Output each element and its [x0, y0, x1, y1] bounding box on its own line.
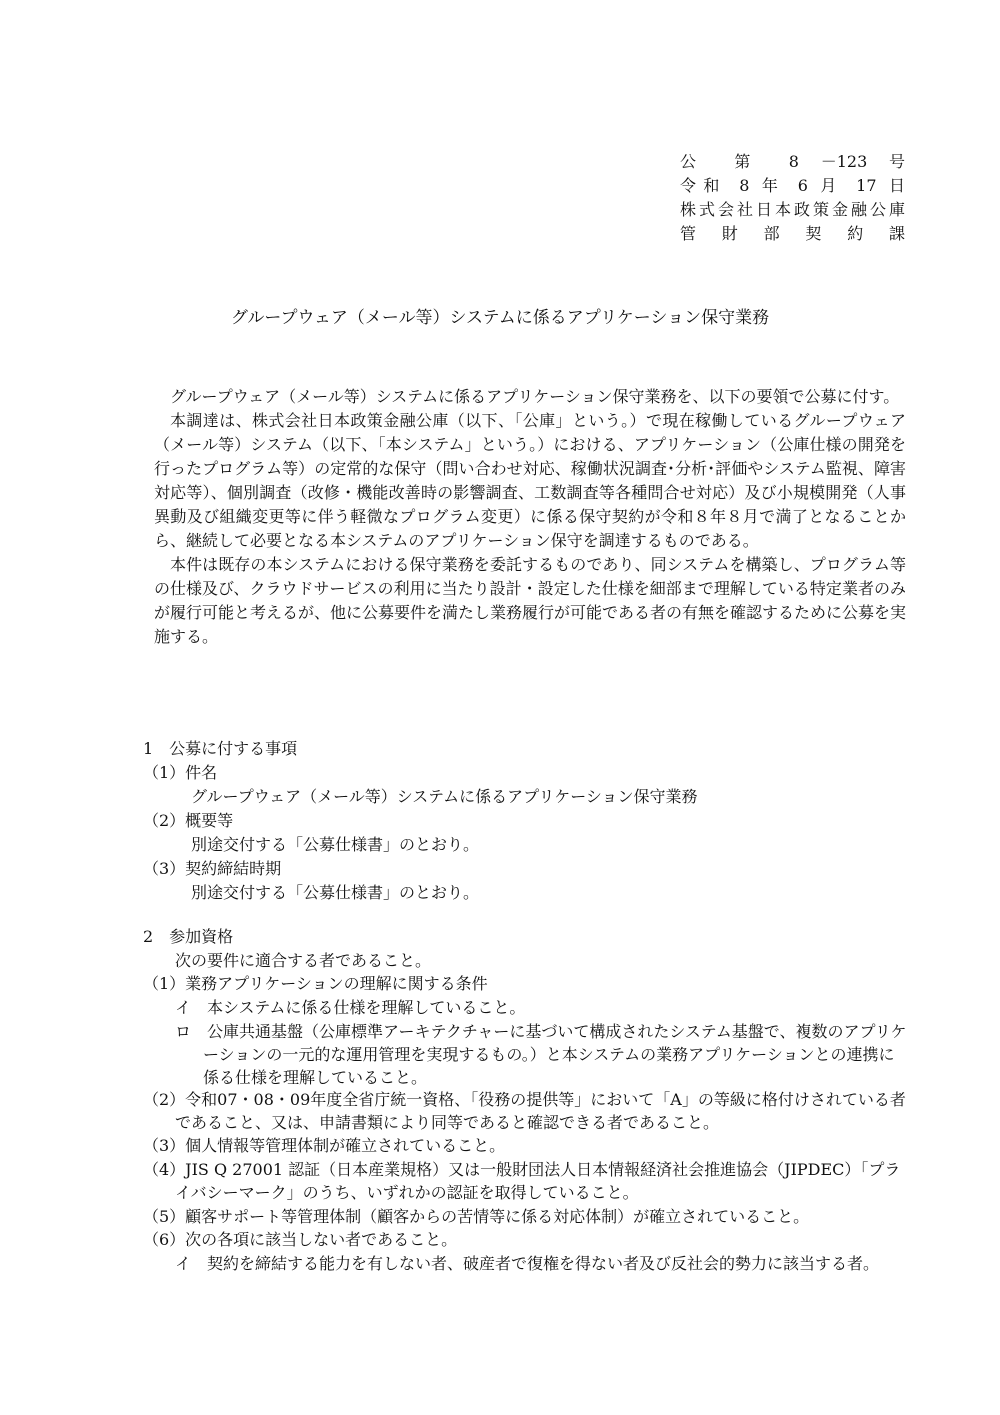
- requirement-1-item: イ 本システムに係る仕様を理解していること。: [175, 998, 526, 1017]
- section1-heading: 1 公募に付する事項: [143, 739, 298, 758]
- requirement-5: （5）顧客サポート等管理体制（顧客からの苦情等に係る対応体制）が確立されていること。: [143, 1207, 810, 1226]
- requirement-6: （6）次の各項に該当しない者であること。: [143, 1230, 458, 1249]
- section2-lead: 次の要件に適合する者であること。: [175, 951, 432, 970]
- intro-paragraph: 本件は既存の本システムにおける保守業務を委託するものであり、同システムを構築し、プログラム等の仕様及び、クラウドサービスの利用に当たり設計・設定した仕様を細部まで理解している特定業者のみが履行可能と考えるが、他に公募要件を満たし業務履行が可能である者の有無を確認するために公募を実施する。: [154, 555, 907, 646]
- requirement-4: （4）JIS Q 27001 認証（日本産業規格）又は一般財団法人日本情報経済社会推進協会（JIPDEC）「プライバシーマーク」のうち、いずれかの認証を取得していること。: [143, 1160, 901, 1202]
- section1-item-label: （2）概要等: [143, 811, 234, 830]
- section1-item-body: グループウェア（メール等）システムに係るアプリケーション保守業務: [191, 787, 698, 806]
- intro-paragraph: グループウェア（メール等）システムに係るアプリケーション保守業務を、以下の要領で公募に付す。: [170, 387, 900, 406]
- issuer-block: [680, 150, 905, 246]
- section1-item-body: 別途交付する「公募仕様書」のとおり。: [191, 883, 480, 902]
- requirement-3: （3）個人情報等管理体制が確立されていること。: [143, 1136, 506, 1155]
- requirement-1-item: ロ 公庫共通基盤（公庫標準アーキテクチャーに基づいて構成されたシステム基盤で、複数のアプリケーションの一元的な運用管理を実現するもの。）と本システムの業務アプリケーションとの連携に係る仕様を理解していること。: [175, 1022, 907, 1087]
- issue-date: 令和 8 年 6 月 17 日: [680, 176, 905, 195]
- requirement-1: （1）業務アプリケーションの理解に関する条件: [143, 974, 488, 993]
- requirement-2: （2）令和07・08・09年度全省庁統一資格、「役務の提供等」において「A」の等級に格付けされている者であること、又は、申請書類により同等であると確認できる者であること。: [143, 1090, 906, 1132]
- section1-item-label: （3）契約締結時期: [143, 859, 282, 878]
- issuer-department: 管 財 部 契 約 課: [680, 224, 905, 243]
- intro-text: [154, 385, 906, 649]
- issue-number: 公 第 8 －123 号: [680, 152, 905, 171]
- section2-heading: 2 参加資格: [143, 927, 234, 946]
- section1-item-body: 別途交付する「公募仕様書」のとおり。: [191, 835, 480, 854]
- issuer-organization: 株式会社日本政策金融公庫: [680, 200, 905, 219]
- document-title: グループウェア（メール等）システムに係るアプリケーション保守業務: [230, 308, 770, 328]
- intro-paragraph: 本調達は、株式会社日本政策金融公庫（以下、「公庫」という。）で現在稼働しているグループウェア（メール等）システム（以下、「本システム」という。）における、アプリケーション（公庫仕様の開発を行ったプログラム等）の定常的な保守（問い合わせ対応、稼働状況調査･分析･評価やシステム監視、障害対応等）、個別調査（改修・機能改善時の影響調査、工数調査等各種問合せ対応）及び小規模開発（人事異動及び組織変更等に伴う軽微なプログラム変更）に係る保守契約が令和８年８月で満了となることから、継続して必要となる本システムのアプリケーション保守を調達するものである。: [154, 411, 906, 550]
- section1-item-label: （1）件名: [143, 763, 218, 782]
- requirement-6-item: イ 契約を締結する能力を有しない者、破産者で復権を得ない者及び反社会的勢力に該当する者。: [175, 1254, 880, 1273]
